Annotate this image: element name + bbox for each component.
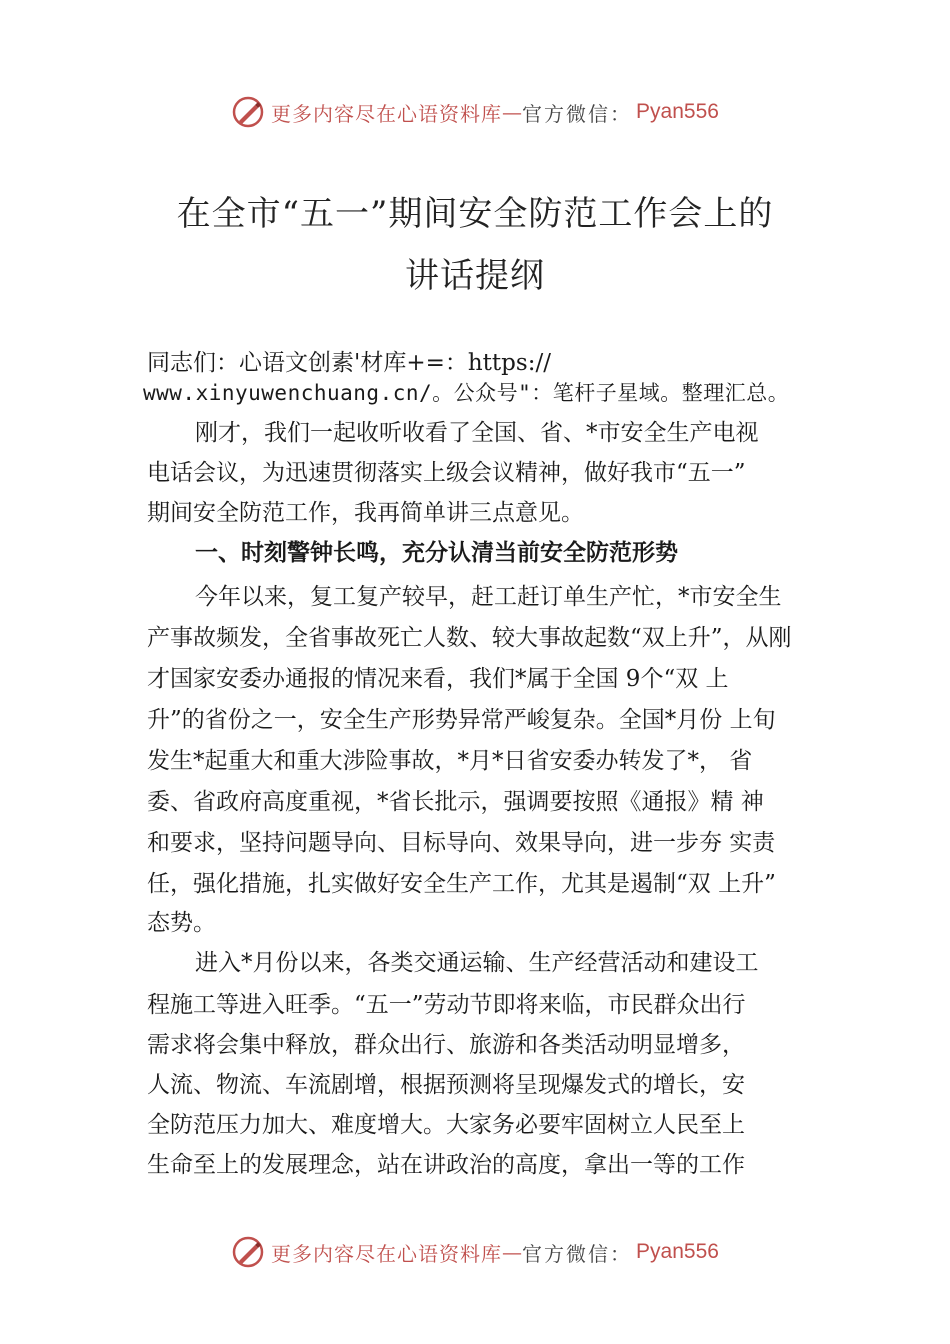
- wechat-label: 官方微信：: [522, 101, 633, 126]
- separator-dash: —: [502, 100, 523, 124]
- paragraph-line: 发生*起重大和重大涉险事故，*月*日省安委办转发了*， 省: [147, 748, 753, 774]
- paragraph-line: 需求将会集中释放，群众出行、旅游和各类活动明显增多，: [147, 1032, 745, 1058]
- wechat-label: 官方微信：: [522, 1241, 633, 1266]
- header-watermark: [0, 92, 950, 132]
- document-title-line-1: 在全市“五一”期间安全防范工作会上的: [176, 194, 774, 234]
- pen-logo-icon: [231, 1235, 265, 1269]
- paragraph-line: 委、省政府高度重视，*省长批示，强调要按照《通报》精 神: [147, 789, 764, 815]
- section-heading: 一、时刻警钟长鸣，充分认清当前安全防范形势: [195, 540, 678, 566]
- document-title-line-2: 讲话提纲: [405, 256, 545, 296]
- paragraph-line: 全防范压力加大、难度增大。大家务必要牢固树立人民至上: [147, 1112, 745, 1138]
- brand-text: 更多内容尽在心语资料库: [271, 101, 503, 126]
- wechat-id: Pyan556: [636, 100, 719, 123]
- paragraph-line: 今年以来，复工复产较早，赶工赶订单生产忙，*市安全生: [195, 584, 782, 610]
- footer-watermark: [0, 1232, 950, 1272]
- paragraph-line: 升”的省份之一，安全生产形势异常严峻复杂。全国*月份 上旬: [147, 707, 776, 733]
- paragraph-line: 态势。: [147, 910, 216, 936]
- paragraph-line: 人流、物流、车流剧增，根据预测将呈现爆发式的增长，安: [147, 1072, 745, 1098]
- paragraph-line: 期间安全防范工作，我再简单讲三点意见。: [147, 500, 584, 526]
- separator-dash: —: [502, 1240, 523, 1264]
- wechat-id: Pyan556: [636, 1240, 719, 1263]
- paragraph-line: 刚才，我们一起收听收看了全国、省、*市安全生产电视: [195, 420, 759, 446]
- brand-text: 更多内容尽在心语资料库: [271, 1241, 503, 1266]
- paragraph-line: 任，强化措施，扎实做好安全生产工作，尤其是遏制“双 上升”: [147, 871, 776, 897]
- pen-logo-icon: [231, 95, 265, 129]
- paragraph-line: 才国家安委办通报的情况来看，我们*属于全国 9个“双 上: [147, 666, 729, 692]
- paragraph-line: 生命至上的发展理念，站在讲政治的高度，拿出一等的工作: [147, 1152, 745, 1178]
- paragraph-line: 电话会议，为迅速贯彻落实上级会议精神，做好我市“五一”: [147, 460, 746, 486]
- source-url-line: www.xinyuwenchuang.cn/。公众号"：笔杆子星域。整理汇总。: [143, 381, 790, 405]
- salutation-line: 同志们：心语文创素'材库+=：https://: [147, 350, 551, 376]
- paragraph-line: 进入*月份以来，各类交通运输、生产经营活动和建设工: [195, 950, 759, 976]
- paragraph-line: 程施工等进入旺季。“五一”劳动节即将来临，市民群众出行: [147, 992, 746, 1018]
- paragraph-line: 和要求，坚持问题导向、目标导向、效果导向，进一步夯 实责: [147, 830, 776, 856]
- paragraph-line: 产事故频发，全省事故死亡人数、较大事故起数“双上升”，从刚: [147, 625, 792, 651]
